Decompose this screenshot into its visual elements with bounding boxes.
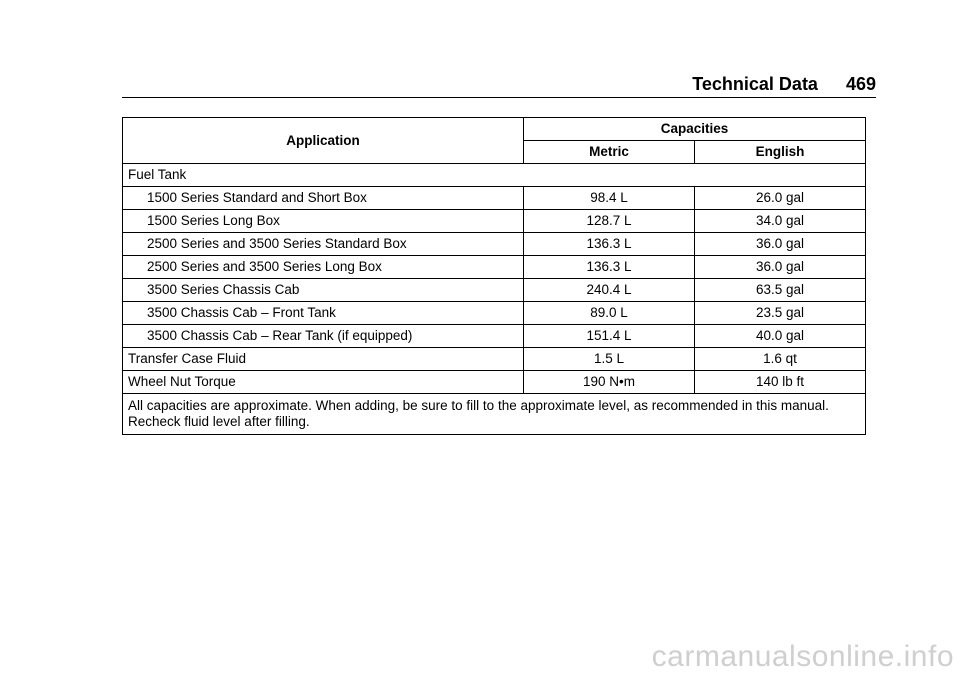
table-row bbox=[123, 348, 866, 371]
table-row bbox=[123, 302, 866, 325]
english-column-header: English bbox=[695, 141, 866, 164]
application-cell: 1500 Series Standard and Short Box bbox=[123, 187, 524, 210]
application-cell: 2500 Series and 3500 Series Long Box bbox=[123, 256, 524, 279]
english-cell: 140 lb ft bbox=[695, 371, 866, 394]
watermark: carmanualsonline.info bbox=[651, 640, 954, 673]
table-row bbox=[123, 210, 866, 233]
application-cell: 2500 Series and 3500 Series Standard Box bbox=[123, 233, 524, 256]
capacities-column-header: Capacities bbox=[524, 118, 866, 141]
application-cell: Transfer Case Fluid bbox=[123, 348, 524, 371]
section-title: Technical Data bbox=[692, 74, 818, 94]
application-cell: 3500 Chassis Cab – Rear Tank (if equipped) bbox=[123, 325, 524, 348]
application-cell: 3500 Series Chassis Cab bbox=[123, 279, 524, 302]
fuel-tank-label: Fuel Tank bbox=[123, 164, 866, 187]
table-row bbox=[123, 187, 866, 210]
english-cell: 26.0 gal bbox=[695, 187, 866, 210]
header-divider bbox=[122, 97, 876, 98]
english-cell: 40.0 gal bbox=[695, 325, 866, 348]
fuel-tank-group-row bbox=[123, 164, 866, 187]
english-cell: 34.0 gal bbox=[695, 210, 866, 233]
footnote-text: All capacities are approximate. When adding, be sure to fill to the approximate level, as recommended in this manual. Recheck fluid level after filling. bbox=[123, 394, 866, 435]
metric-cell: 1.5 L bbox=[524, 348, 695, 371]
table-row bbox=[123, 256, 866, 279]
metric-cell: 151.4 L bbox=[524, 325, 695, 348]
application-cell: 1500 Series Long Box bbox=[123, 210, 524, 233]
application-cell: Wheel Nut Torque bbox=[123, 371, 524, 394]
metric-cell: 190 N•m bbox=[524, 371, 695, 394]
metric-cell: 98.4 L bbox=[524, 187, 695, 210]
english-cell: 1.6 qt bbox=[695, 348, 866, 371]
metric-cell: 128.7 L bbox=[524, 210, 695, 233]
footnote-row bbox=[123, 394, 866, 435]
english-cell: 36.0 gal bbox=[695, 256, 866, 279]
english-cell: 23.5 gal bbox=[695, 302, 866, 325]
metric-cell: 136.3 L bbox=[524, 256, 695, 279]
page-number: 469 bbox=[845, 74, 876, 94]
table-header-row bbox=[123, 118, 866, 141]
table-row bbox=[123, 325, 866, 348]
metric-cell: 240.4 L bbox=[524, 279, 695, 302]
table-row bbox=[123, 371, 866, 394]
english-cell: 63.5 gal bbox=[695, 279, 866, 302]
metric-cell: 136.3 L bbox=[524, 233, 695, 256]
page-header bbox=[122, 74, 876, 96]
application-cell: 3500 Chassis Cab – Front Tank bbox=[123, 302, 524, 325]
english-cell: 36.0 gal bbox=[695, 233, 866, 256]
capacities-table bbox=[122, 117, 866, 435]
table-row bbox=[123, 279, 866, 302]
metric-column-header: Metric bbox=[524, 141, 695, 164]
table-row bbox=[123, 233, 866, 256]
application-column-header: Application bbox=[123, 118, 524, 164]
metric-cell: 89.0 L bbox=[524, 302, 695, 325]
